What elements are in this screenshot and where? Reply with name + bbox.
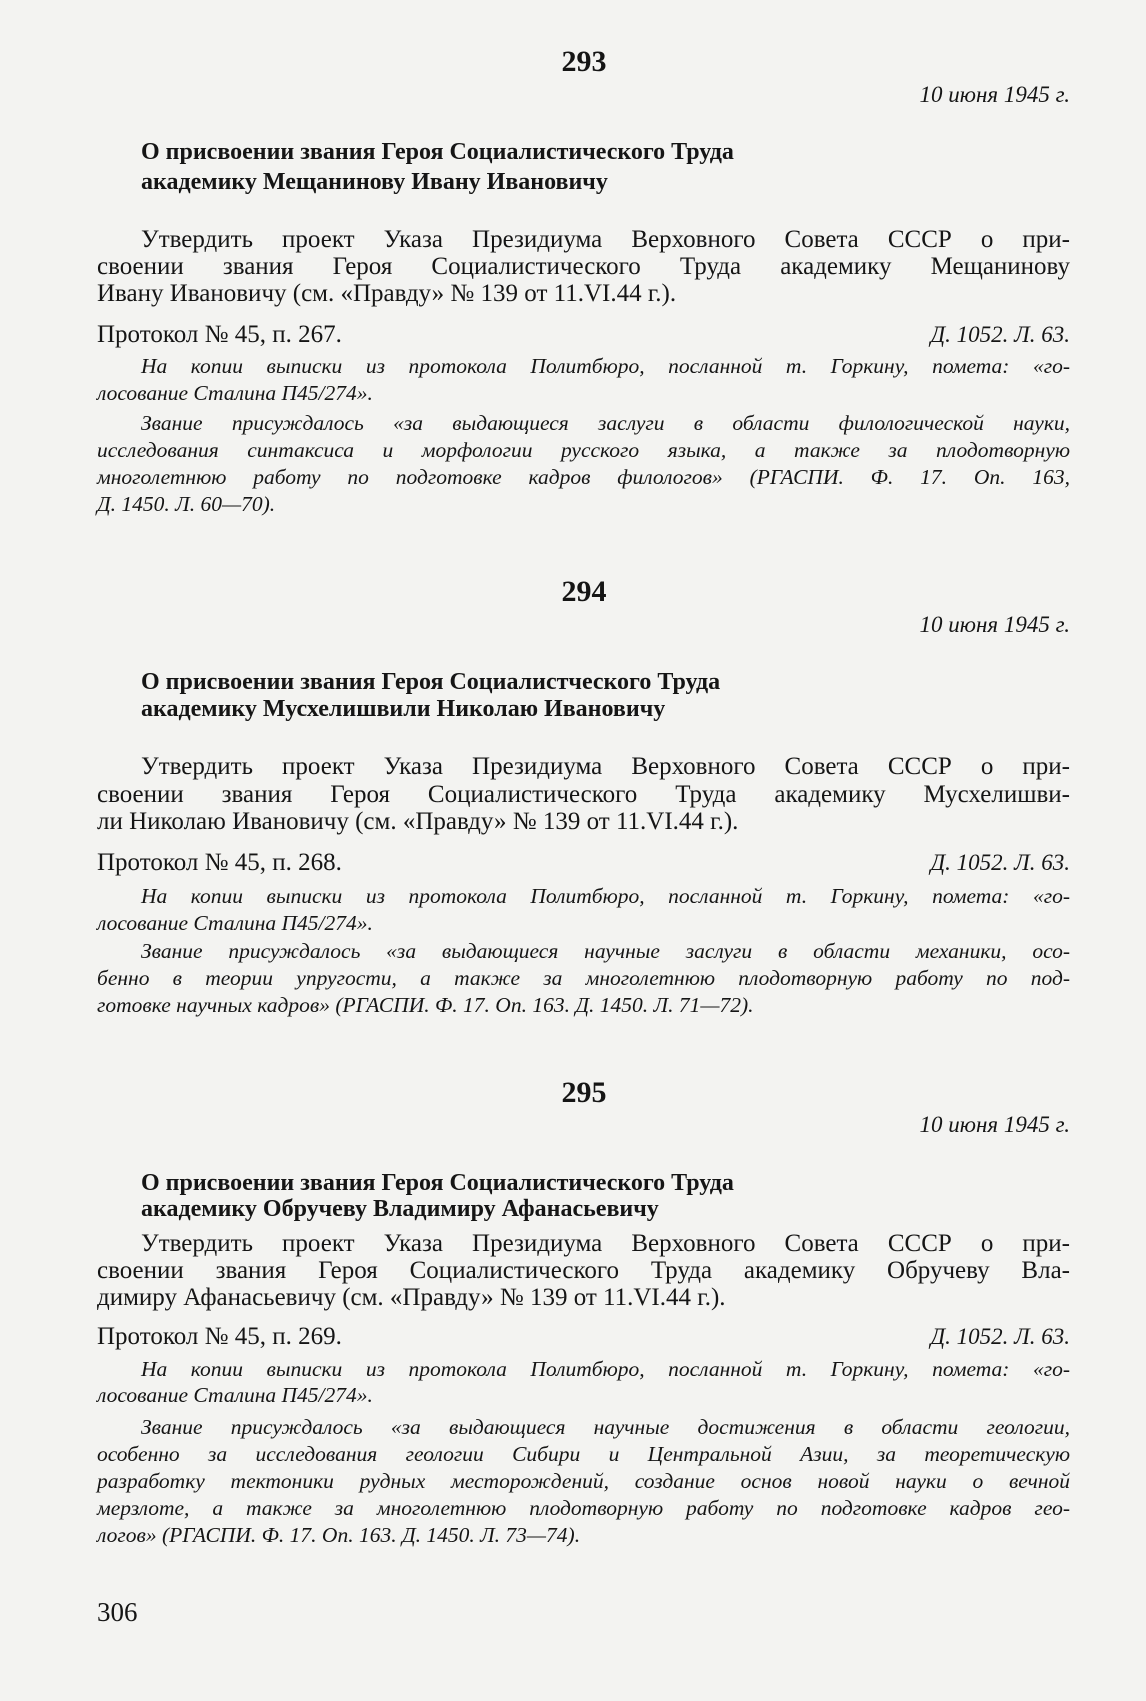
archive-reference: Д. 1052. Л. 63. <box>930 1324 1070 1349</box>
note-line: бенно в теории упругости, а также за многолетнюю плодотворную работу по под- <box>97 966 1070 990</box>
note-line: На копии выписки из протокола Политбюро, посланной т. Горкину, помета: «го- <box>141 1357 1070 1381</box>
note-line: разработку тектоники рудных месторождений, создание основ новой науки о вечной <box>97 1469 1070 1493</box>
document-title: академику Мещанинову Ивану Ивановичу <box>141 169 608 195</box>
archive-reference: Д. 1052. Л. 63. <box>930 850 1070 875</box>
document-date: 10 июня 1945 г. <box>919 612 1070 637</box>
note-line: Звание присуждалось «за выдающиеся научные заслуги в области механики, осо- <box>141 939 1070 963</box>
document-title: О присвоении звания Героя Социалистического Труда <box>141 139 734 165</box>
document-title: академику Обручеву Владимиру Афанасьевичу <box>141 1196 659 1222</box>
protocol-reference: Протокол № 45, п. 268. <box>97 849 342 876</box>
note-line: На копии выписки из протокола Политбюро, посланной т. Горкину, помета: «го- <box>141 884 1070 908</box>
body-line: Утвердить проект Указа Президиума Верховного Совета СССР о при- <box>141 753 1070 780</box>
body-line: своении звания Героя Социалистического Труда академику Обручеву Вла- <box>97 1257 1070 1284</box>
note-line: многолетнюю работу по подготовке кадров филологов» (РГАСПИ. Ф. 17. Оп. 163, <box>97 465 1070 489</box>
document-number: 293 <box>561 45 607 78</box>
document-number: 295 <box>561 1076 607 1109</box>
note-line: Звание присуждалось «за выдающиеся заслуги в области филологической науки, <box>141 411 1070 435</box>
note-line: лосование Сталина П45/274». <box>97 381 373 405</box>
note-line: логов» (РГАСПИ. Ф. 17. Оп. 163. Д. 1450. Л. 73—74). <box>97 1523 581 1547</box>
note-line: особенно за исследования геологии Сибири и Центральной Азии, за теоретическую <box>97 1442 1070 1466</box>
document-title: О присвоении звания Героя Социалистического Труда <box>141 1170 734 1196</box>
document-date: 10 июня 1945 г. <box>919 1112 1070 1137</box>
body-line: своении звания Героя Социалистического Труда академику Мусхелишви- <box>97 781 1070 808</box>
note-line: лосование Сталина П45/274». <box>97 911 373 935</box>
protocol-reference: Протокол № 45, п. 267. <box>97 321 342 348</box>
body-line: ли Николаю Ивановичу (см. «Правду» № 139 от 11.VI.44 г.). <box>97 808 739 835</box>
body-line: Ивану Ивановичу (см. «Правду» № 139 от 11.VI.44 г.). <box>97 280 677 307</box>
document-number: 294 <box>561 575 607 608</box>
note-line: исследования синтаксиса и морфологии русского языка, а также за плодотворную <box>97 438 1070 462</box>
body-line: димиру Афанасьевичу (см. «Правду» № 139 от 11.VI.44 г.). <box>97 1284 726 1311</box>
body-line: своении звания Героя Социалистического Труда академику Мещанинову <box>97 253 1070 280</box>
note-line: Д. 1450. Л. 60—70). <box>97 492 276 516</box>
note-line: готовке научных кадров» (РГАСПИ. Ф. 17. Оп. 163. Д. 1450. Л. 71—72). <box>97 993 754 1017</box>
document-title: О присвоении звания Героя Социалистческого Труда <box>141 669 721 695</box>
document-date: 10 июня 1945 г. <box>919 82 1070 107</box>
body-line: Утвердить проект Указа Президиума Верховного Совета СССР о при- <box>141 1230 1070 1257</box>
page-number: 306 <box>97 1597 138 1627</box>
note-line: Звание присуждалось «за выдающиеся научные достижения в области геологии, <box>141 1415 1070 1439</box>
note-line: лосование Сталина П45/274». <box>97 1383 373 1407</box>
document-title: академику Мусхелишвили Николаю Ивановичу <box>141 696 666 722</box>
archive-reference: Д. 1052. Л. 63. <box>930 322 1070 347</box>
protocol-reference: Протокол № 45, п. 269. <box>97 1323 342 1350</box>
note-line: На копии выписки из протокола Политбюро, посланной т. Горкину, помета: «го- <box>141 354 1070 378</box>
body-line: Утвердить проект Указа Президиума Верховного Совета СССР о при- <box>141 226 1070 253</box>
note-line: мерзлоте, а также за многолетнюю плодотворную работу по подготовке кадров гео- <box>97 1496 1070 1520</box>
